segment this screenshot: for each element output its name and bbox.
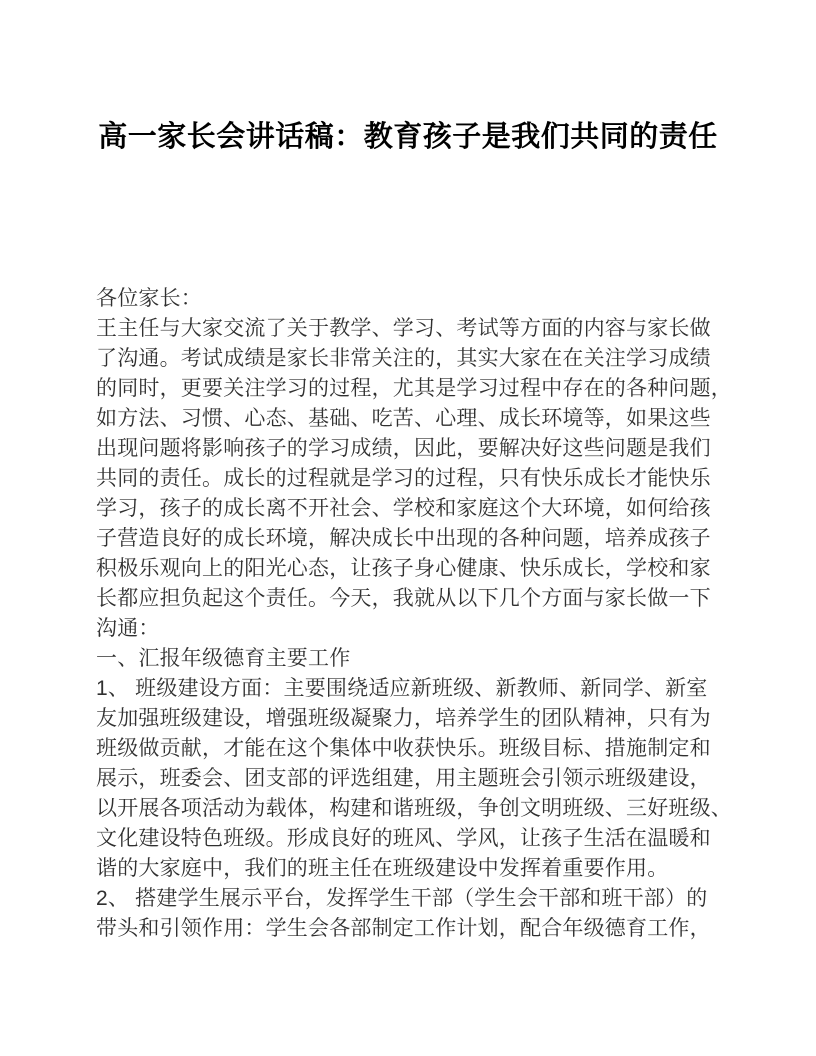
- document-title: 高一家长会讲话稿：教育孩子是我们共同的责任: [98, 121, 718, 153]
- text-line: 如方法、习惯、心态、基础、吃苦、心理、成长环境等，如果这些: [96, 407, 711, 430]
- text-line: 带头和引领作用：学生会各部制定工作计划，配合年级德育工作，: [96, 917, 711, 940]
- text-line: 学习，孩子的成长离不开社会、学校和家庭这个大环境，如何给孩: [96, 497, 711, 520]
- text-line: 文化建设特色班级。形成良好的班风、学风，让孩子生活在温暖和: [96, 827, 711, 850]
- text-line: 班级做贡献，才能在这个集体中收获快乐。班级目标、措施制定和: [96, 737, 711, 760]
- text-line: 展示，班委会、团支部的评选组建，用主题班会引领示班级建设，: [96, 767, 711, 790]
- text-line: 友加强班级建设，增强班级凝聚力，培养学生的团队精神，只有为: [96, 707, 711, 730]
- text-line: 谐的大家庭中，我们的班主任在班级建设中发挥着重要作用。: [96, 857, 669, 880]
- text-line: 2、 搭建学生展示平台，发挥学生干部（学生会干部和班干部）的: [96, 887, 708, 910]
- section-heading: 一、汇报年级德育主要工作: [96, 647, 351, 670]
- text-line: 了沟通。考试成绩是家长非常关注的，其实大家在在关注学习成绩: [96, 347, 711, 370]
- text-line: 长都应担负起这个责任。今天，我就从以下几个方面与家长做一下: [96, 587, 711, 610]
- text-line: 各位家长：: [96, 287, 202, 310]
- text-line: 共同的责任。成长的过程就是学习的过程，只有快乐成长才能快乐: [96, 467, 711, 490]
- text-line: 子营造良好的成长环境，解决成长中出现的各种问题，培养成孩子: [96, 527, 711, 550]
- text-line: 的同时，更要关注学习的过程，尤其是学习过程中存在的各种问题，: [96, 377, 732, 400]
- text-line: 1、 班级建设方面：主要围绕适应新班级、新教师、新同学、新室: [96, 677, 708, 700]
- text-line: 积极乐观向上的阳光心态，让孩子身心健康、快乐成长，学校和家: [96, 557, 711, 580]
- text-line: 沟通：: [96, 617, 160, 640]
- text-line: 出现问题将影响孩子的学习成绩，因此，要解决好这些问题是我们: [96, 437, 711, 460]
- text-line: 以开展各项活动为载体，构建和谐班级，争创文明班级、三好班级、: [96, 797, 732, 820]
- document-body: [96, 284, 732, 944]
- text-line: 王主任与大家交流了关于教学、学习、考试等方面的内容与家长做: [96, 317, 711, 340]
